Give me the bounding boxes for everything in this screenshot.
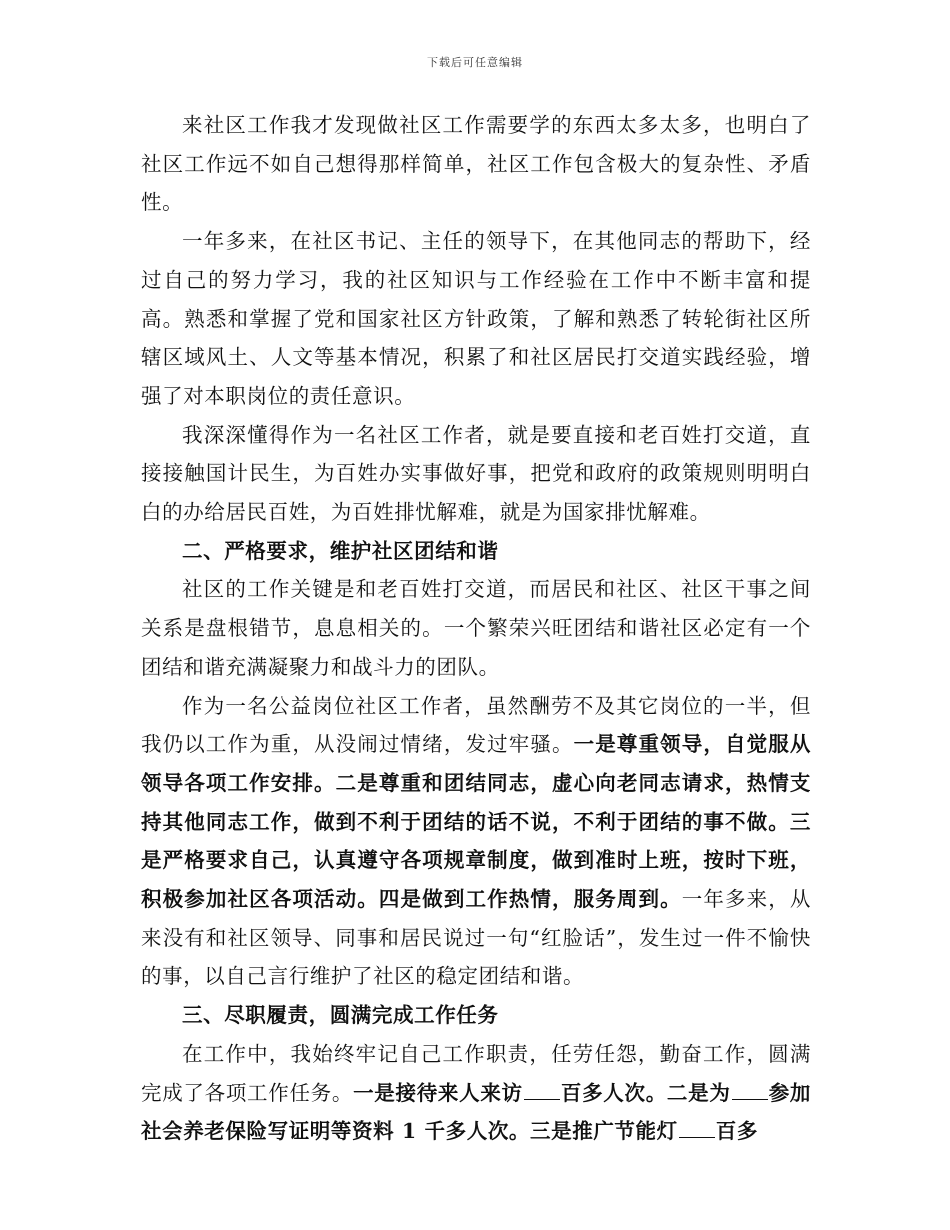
section-heading: 三、尽职履责，圆满完成工作任务 <box>182 1003 499 1028</box>
paragraph <box>141 1035 811 1151</box>
paragraph-text: 一年多来，从来没有和社区领导、同事和居民说过一句“红脸话”，发生过一件不愉快的事，以自己言行维护了社区的稳定团结和谐。 <box>141 887 811 989</box>
paragraph-bold-text: 一是接待来人来访 <box>353 1080 523 1105</box>
paragraph-text: 在工作中，我始终牢记自己工作职责，任劳任怨，勤奋工作，圆满完成了各项工作任务。 <box>141 1041 811 1105</box>
paragraph-bold-text: 百多人次。二是为 <box>560 1080 731 1105</box>
fill-blank-line <box>524 1080 560 1099</box>
paragraph: 我深深懂得作为一名社区工作者，就是要直接和老百姓打交道，直接接触国计民生，为百姓办实事做好事，把党和政府的政策规则明明白白的办给居民百姓，为百姓排忧解难，就是为国家排忧解难。 <box>141 422 811 525</box>
paragraph: 社区的工作关键是和老百姓打交道，而居民和社区、社区干事之间关系是盘根错节，息息相关的。一个繁荣兴旺团结和谐社区必定有一个团结和谐充满凝聚力和战斗力的团队。 <box>141 577 811 679</box>
paragraph <box>141 687 811 997</box>
document-body <box>141 106 811 1151</box>
fill-blank-line <box>732 1080 768 1099</box>
paragraph-bold-text: 一是尊重领导，自觉服从领导各项工作安排。二是尊重和团结同志，虚心向老同志请求，热情支持其他同志工作，做到不利于团结的话不说，不利于团结的事不做。三是严格要求自己，认真遵守各项规章制度，做到准时上班，按时下班，积极参加社区各项活动。四是做到工作热情，服务周到。 <box>141 732 811 912</box>
section-heading: 二、严格要求，维护社区团结和谐 <box>182 538 499 563</box>
paragraph: 来社区工作我才发现做社区工作需要学的东西太多太多，也明白了社区工作远不如自己想得那样简单，社区工作包含极大的复杂性、矛盾性。 <box>141 113 811 215</box>
page-header: 下载后可任意编辑 <box>427 56 523 69</box>
paragraph-bold-text: 参加社会养老保险写证明等资料 1 千多人次。三是推广节能灯 <box>141 1080 811 1144</box>
paragraph-bold-text: 百多 <box>715 1119 758 1144</box>
paragraph: 一年多来，在社区书记、主任的领导下，在其他同志的帮助下，经过自己的努力学习，我的社区知识与工作经验在工作中不断丰富和提高。熟悉和掌握了党和国家社区方针政策，了解和熟悉了转轮街社区所辖区域风土、人文等基本情况，积累了和社区居民打交道实践经验，增强了对本职岗位的责任意识。 <box>141 229 811 408</box>
fill-blank-line <box>679 1119 715 1138</box>
paragraph-text: 作为一名公益岗位社区工作者，虽然酬劳不及其它岗位的一半，但我仍以工作为重，从没闹过情绪，发过牢骚。 <box>141 693 811 757</box>
